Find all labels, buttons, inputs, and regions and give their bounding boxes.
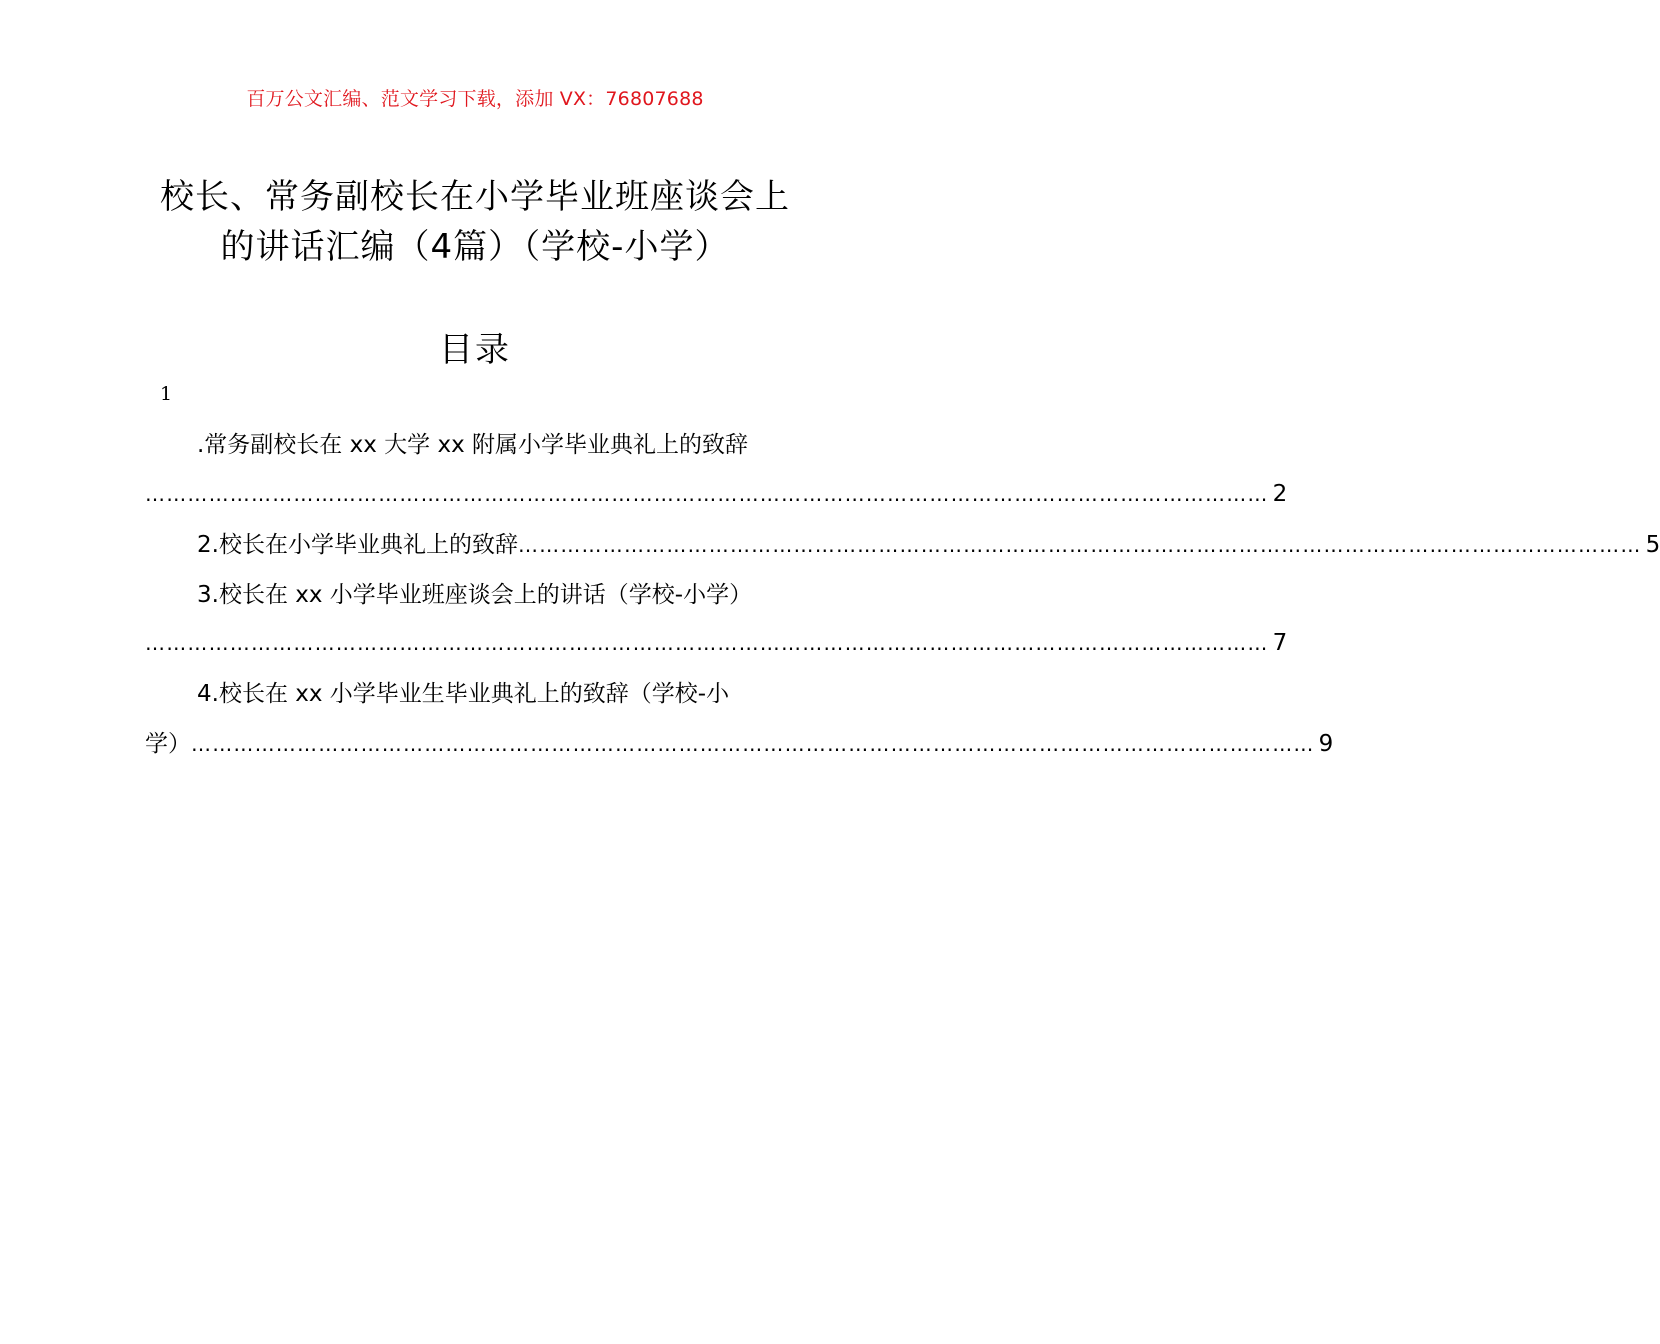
toc-entry-4-page: 9	[1318, 731, 1334, 757]
toc-entry-3-leader: ……………………………………………………………………………………………………………………………………………	[145, 631, 1269, 655]
toc-entry-4-text: 4.校长在 xx 小学毕业生毕业典礼上的致辞（学校-小	[197, 681, 730, 707]
header-notice: 百万公文汇编、范文学习下载，添加 VX：76807688	[246, 88, 704, 110]
title-line-1: 校长、常务副校长在小学毕业班座谈会上	[160, 177, 790, 217]
toc-entry-2-leader: ……………………………………………………………………………………………………………………………………………	[517, 533, 1642, 557]
toc-entry-1-line-1[interactable]	[145, 425, 805, 465]
document-title	[120, 172, 830, 272]
title-line-2: 的讲话汇编（4篇）（学校-小学）	[220, 227, 730, 267]
toc-entry-1-leader: ……………………………………………………………………………………………………………………………………………	[145, 482, 1269, 506]
toc-entry-4-line-2[interactable]	[145, 724, 1334, 764]
toc-entry-1-page: 2	[1272, 481, 1288, 507]
toc-entry-4-text-cont: 学）	[145, 731, 191, 757]
toc-entry-1-line-2[interactable]	[145, 474, 1288, 514]
toc-entry-3-line-2[interactable]	[145, 623, 1288, 663]
toc-entry-3-text: 3.校长在 xx 小学毕业班座谈会上的讲话（学校-小学）	[197, 582, 753, 608]
toc-list-marker: 1	[160, 383, 173, 405]
toc-entry-3-line-1[interactable]	[145, 575, 805, 615]
toc-entry-3-page: 7	[1272, 630, 1288, 656]
toc-entry-1-text: .常务副校长在 xx 大学 xx 附属小学毕业典礼上的致辞	[197, 432, 749, 458]
toc-entry-4-line-1[interactable]	[145, 674, 805, 714]
toc-entry-2[interactable]	[145, 525, 1660, 565]
toc-entry-2-page: 5	[1645, 532, 1660, 558]
toc-entry-2-text: 2.校长在小学毕业典礼上的致辞	[197, 532, 518, 558]
toc-heading: 目录	[439, 330, 511, 370]
toc-entry-4-leader: ……………………………………………………………………………………………………………………………………………	[191, 732, 1315, 756]
